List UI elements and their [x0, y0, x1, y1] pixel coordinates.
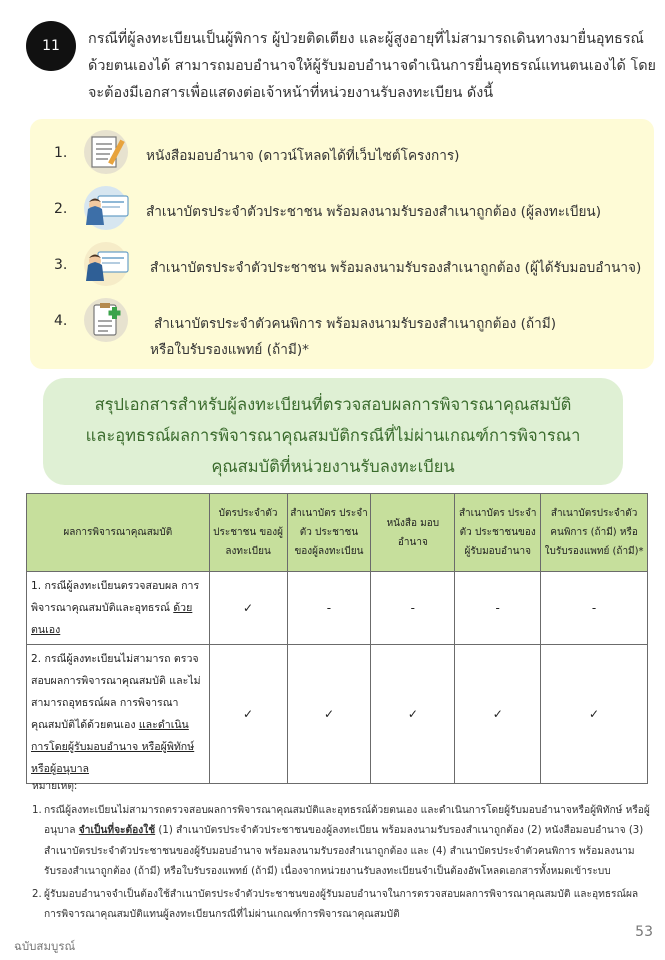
note-item — [32, 885, 652, 926]
document-item — [30, 293, 654, 369]
table-row — [27, 572, 648, 645]
table-cell: - — [541, 572, 648, 645]
table-header-row — [27, 494, 648, 572]
table-cell: ✓ — [371, 645, 455, 784]
table-header: ผลการพิจารณาคุณสมบัติ — [27, 494, 210, 572]
document-line: สำเนาบัตรประจำตัวคนพิการ พร้อมลงนามรับรองสำเนาถูกต้อง (ถ้ามี) — [154, 316, 557, 332]
note-text: ผู้รับมอบอำนาจจำเป็นต้องใช้สำเนาบัตรประจำตัวประชาชนของผู้รับมอบอำนาจในการตรวจสอบผลการพิจารณาคุณสมบัติ และอุทธรณ์ผลการพิจารณาคุณสมบัติแทนผู้ลงทะเบียนกรณีที่ไม่ผ่านเกณฑ์การพิจารณาคุณสมบัติ — [44, 888, 639, 920]
document-number: 1. — [54, 145, 68, 161]
document-number: 4. — [54, 313, 68, 329]
document-item — [30, 125, 654, 181]
document-text — [150, 311, 654, 363]
table-cell: ✓ — [541, 645, 648, 784]
medical-certificate-icon — [80, 297, 132, 343]
table-cell: ✓ — [455, 645, 541, 784]
table-cell: ✓ — [209, 572, 287, 645]
page-number: 53 — [635, 924, 653, 940]
note-number: 1. — [32, 804, 42, 816]
required-documents-box — [30, 119, 654, 369]
note-item — [32, 801, 652, 883]
document-number: 2. — [54, 201, 68, 217]
table-header: บัตรประจำตัว ประชาชน ของผู้ลงทะเบียน — [209, 494, 287, 572]
table-row — [27, 645, 648, 784]
table-cell: - — [455, 572, 541, 645]
document-text: สำเนาบัตรประจำตัวประชาชน พร้อมลงนามรับรองสำเนาถูกต้อง (ผู้ลงทะเบียน) — [146, 204, 602, 220]
table-cell: ✓ — [209, 645, 287, 784]
id-card-icon — [80, 241, 132, 287]
summary-heading-box — [43, 378, 623, 485]
footer-label: ฉบับสมบูรณ์ — [14, 939, 76, 953]
summary-line: และอุทธรณ์ผลการพิจารณาคุณสมบัติกรณีที่ไม่ผ่านเกณฑ์การพิจารณา — [85, 426, 581, 445]
table-header: หนังสือ มอบอำนาจ — [371, 494, 455, 572]
row-label-text: 2. กรณีผู้ลงทะเบียนไม่สามารถ ตรวจสอบผลการพิจารณาคุณสมบัติ และไม่สามารถอุทธรณ์ผล การพิจารณาคุณสมบัติได้ด้วยตนเอง — [31, 653, 201, 731]
documents-summary-table — [26, 493, 648, 784]
note-text: (1) สำเนาบัตรประจำตัวประชาชนของผู้ลงทะเบียน พร้อมลงนามรับรองสำเนาถูกต้อง (2) หนังสือมอบอำนาจ (3) สำเนาบัตรประจำตัวประชาชนของผู้รับมอบอำนาจ พร้อมลงนามรับรองสำเนาถูกต้อง และ (4) สำเนาบัตรประจำตัวคนพิการ พร้อมลงนามรับรองสำเนาถูกต้อง (ถ้ามี) หรือใบรับรองแพทย์ (ถ้ามี) เนื่องจากหน่วยงานรับลงทะเบียนจำเป็นต้องอัพโหลดเอกสารทั้งหมดเข้าระบบ — [44, 825, 644, 877]
row-label-underlined: และดำเนินการโดยผู้รับมอบอำนาจ หรือผู้พิทักษ์ หรือผู้อนุบาล — [31, 719, 195, 775]
intro-paragraph: กรณีที่ผู้ลงทะเบียนเป็นผู้พิการ ผู้ป่วยติดเตียง และผู้สูงอายุที่ไม่สามารถเดินทางมายื่นอุทธรณ์ด้วยตนเองได้ สามารถมอบอำนาจให้ผู้รับมอบอำนาจดำเนินการยื่นอุทธรณ์แทนตนเองได้ โดยจะต้องมีเอกสารเพื่อแสดงต่อเจ้าหน้าที่หน่วยงานรับลงทะเบียน ดังนี้ — [88, 31, 656, 101]
table-header: สำเนาบัตร ประจำตัว ประชาชนของ ผู้รับมอบอำนาจ — [455, 494, 541, 572]
notes-title: หมายเหตุ: — [32, 781, 78, 792]
summary-line: คุณสมบัติที่หน่วยงานรับลงทะเบียน — [211, 457, 455, 476]
section-number-badge: 11 — [26, 21, 76, 71]
document-number: 3. — [54, 257, 68, 273]
note-text: กรณีผู้ลงทะเบียนไม่สามารถตรวจสอบผลการพิจารณาคุณสมบัติและอุทธรณ์ด้วยตนเอง และดำเนินการโดยผู้รับมอบอำนาจหรือผู้พิทักษ์ หรือผู้อนุบาล — [44, 804, 650, 836]
document-text: หนังสือมอบอำนาจ (ดาวน์โหลดได้ที่เว็บไซต์โครงการ) — [146, 148, 460, 164]
row-label — [27, 572, 210, 645]
row-label-underlined: ด้วยตนเอง — [31, 602, 193, 636]
table-header: สำเนาบัตร ประจำตัว ประชาชน ของผู้ลงทะเบียน — [287, 494, 371, 572]
row-label-text: 1. กรณีผู้ลงทะเบียนตรวจสอบผล การพิจารณาคุณสมบัติและอุทธรณ์ — [31, 580, 200, 614]
document-item — [30, 237, 654, 293]
row-label — [27, 645, 210, 784]
table-cell: ✓ — [287, 645, 371, 784]
note-number: 2. — [32, 888, 42, 900]
document-line: หรือใบรับรองแพทย์ (ถ้ามี)* — [150, 342, 309, 358]
document-item — [30, 181, 654, 237]
table-header: สำเนาบัตรประจำตัว คนพิการ (ถ้ามี) หรือใบรับรองแพทย์ (ถ้ามี)* — [541, 494, 648, 572]
note-emphasis: จำเป็นที่จะต้องใช้ — [78, 825, 156, 836]
table-cell: - — [371, 572, 455, 645]
table-cell: - — [287, 572, 371, 645]
power-of-attorney-icon — [80, 129, 132, 175]
id-card-icon — [80, 185, 132, 231]
notes-section — [32, 777, 652, 928]
document-text: สำเนาบัตรประจำตัวประชาชน พร้อมลงนามรับรองสำเนาถูกต้อง (ผู้ได้รับมอบอำนาจ) — [150, 260, 642, 276]
summary-line: สรุปเอกสารสำหรับผู้ลงทะเบียนที่ตรวจสอบผลการพิจารณาคุณสมบัติ — [94, 395, 572, 414]
